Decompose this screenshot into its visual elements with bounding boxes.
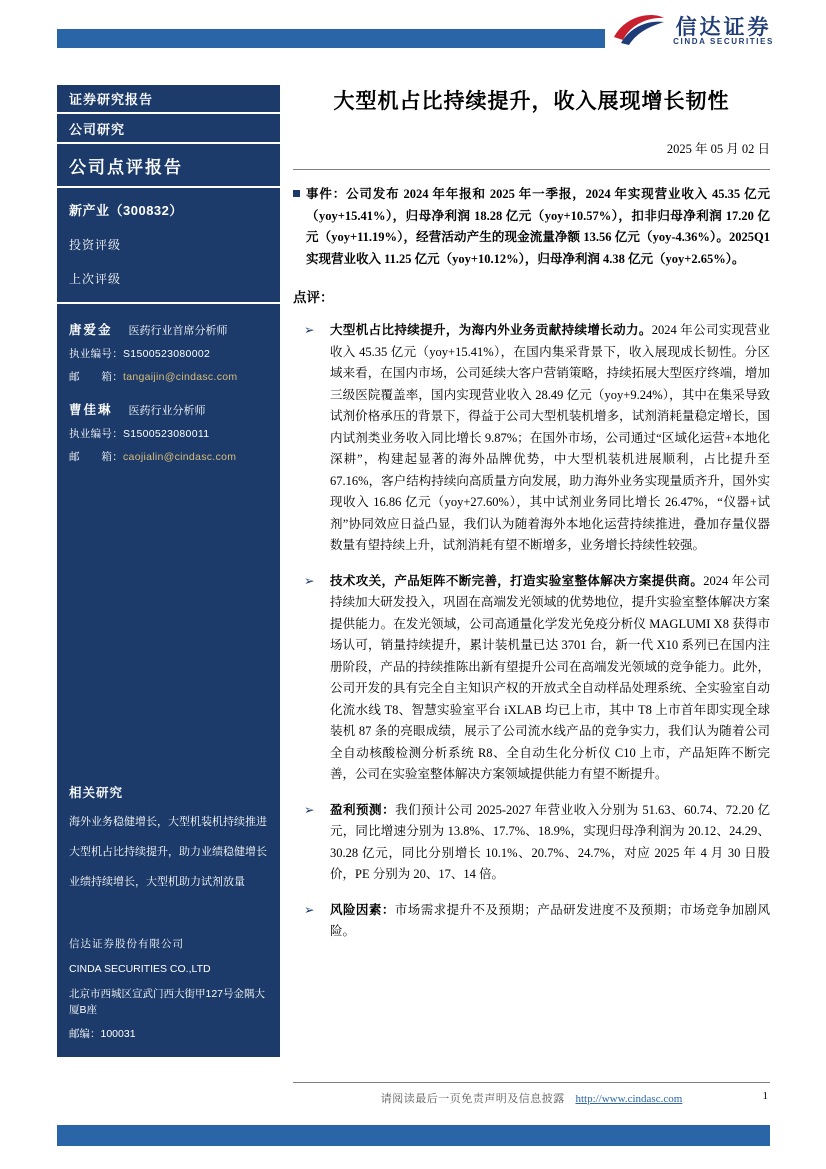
report-kind-label: 公司点评报告: [57, 144, 280, 186]
report-body: [293, 85, 770, 943]
bullet-body: 2024 年公司实现营业收入 45.35 亿元（yoy+15.41%），在国内集采背景下，收入展现成长韧性。分区域来看，在国内市场，公司延续大客户营销策略，持续拓展大型医疗终端，增加三级医院覆盖率，国内实现营业收入 28.49 亿元（yoy+9.24%），其中在集采导致试剂价格承压的背景下，得益于公司大型机装机增多，试剂消耗量稳定增长，国内试剂类业务收入同比增长 9.87%；在国外市场，公司通过“区域化运营+本地化深耕”，构建起显著的海外品牌优势，中大型机装机进展顺利，占比提升至 67.16%，客户结构持续向高质量方向发展，助力海外业务实现量质齐升，国外实现收入 16.86 亿元（yoy+27.60%），其中试剂业务同比增长 26.47%，“仪器+试剂”协同效应日益凸显，我们认为随着海外本地化运营持续推进，叠加存量仪器数量有望持续上升，试剂消耗有望不断增多，业务增长持续性较强。: [330, 323, 770, 552]
analyst-name: 唐爱金: [69, 323, 113, 337]
analyst-name: 曹佳琳: [69, 403, 113, 417]
related-research-item: 业绩持续增长，大型机助力试剂放量: [69, 876, 245, 889]
cinda-swoosh-icon: [612, 12, 666, 51]
logo-wordmark: [673, 16, 774, 46]
company-name-en: CINDA SECURITIES CO.,LTD: [69, 963, 211, 975]
bullet-body: 2024 年公司持续加大研发投入，巩固在高端发光领域的优势地位，提升实验室整体解决方案提供能力。在发光领域，公司高通量化学发光免疫分析仪 MAGLUMI X8 获得市场认可，销量持续提升，累计装机量已达 3701 台，新一代 X10 系列已在国内注册阶段，产品的持续推陈出新有望提升公司在高端发光领域的竞争能力。此外，公司开发的具有完全自主知识产权的开放式全自动样品处理系统、全实验室自动化流水线 T8、智慧实验室平台 iXLAB 均已上市，其中 T8 上市首年即实现全球装机 87 条的亮眼成绩，展示了公司流水线产品的竞争实力，我们认为随着公司全自动核酸检测分析系统 R8、全自动生化分析仪 C10 上市，产品矩阵不断完善，公司在实验室整体解决方案领域提供能力有望不断提升。: [330, 573, 770, 781]
analyst-card: [69, 320, 268, 384]
arrow-bullet-icon: ➢: [304, 323, 315, 337]
related-research-item: 海外业务稳健增长，大型机装机持续推进: [69, 815, 267, 828]
footer-divider: [293, 1082, 770, 1083]
bullet-title: 风险因素：: [330, 902, 395, 917]
analyst-email-line: [69, 369, 268, 384]
sidebar-detail-block: [57, 304, 280, 1057]
header-divider: [293, 169, 770, 170]
bullet-item: [293, 571, 770, 786]
stock-name: 新产业（300832）: [69, 203, 183, 218]
analyst-email: caojialin@cindasc.com: [123, 451, 237, 463]
stock-rating-block: [57, 188, 280, 302]
left-sidebar: [57, 85, 280, 1057]
event-summary: [293, 184, 770, 270]
bullet-item: [293, 900, 770, 943]
prev-rating-label: 上次评级: [69, 272, 122, 286]
email-label: 邮 箱：: [69, 451, 123, 463]
analyst-title: 医药行业分析师: [128, 405, 206, 417]
bullet-text: [330, 800, 770, 886]
event-text: 公司发布 2024 年年报和 2025 年一季报，2024 年实现营业收入 45.35 亿元（yoy+15.41%），归母净利润 18.28 亿元（yoy+10.57%），扣非归母净利润 17.20 亿元（yoy+11.19%），经营活动产生的现金流量净额 13.56 亿元（yoy-4.36%）。2025Q1 实现营业收入 11.25 亿元（yoy+10.12%），归母净利润 4.38 亿元（yoy+2.65%）。: [306, 187, 770, 266]
bullet-text: [330, 571, 770, 786]
bullet-item: [293, 320, 770, 557]
page-number: 1: [762, 1090, 768, 1102]
bullet-text: [330, 320, 770, 557]
cinda-logo: [612, 12, 774, 51]
related-research-title: 相关研究: [69, 785, 124, 800]
report-date: 2025 年 05 月 02 日: [666, 142, 770, 156]
logo-name-cn: 信达证券: [675, 15, 772, 40]
logo-name-en: CINDA SECURITIES: [673, 37, 774, 47]
bullet-title: 技术攻关，产品矩阵不断完善，打造实验室整体解决方案提供商。: [330, 573, 704, 588]
bullet-item: [293, 800, 770, 886]
bullet-text: [330, 900, 770, 943]
page-footer: [293, 1082, 770, 1106]
event-label: 事件：: [306, 187, 347, 201]
top-blue-bar: [57, 29, 605, 48]
report-title: 大型机占比持续提升，收入展现增长韧性: [333, 89, 730, 113]
analyst-license: 执业编号：S1500523080002: [69, 348, 211, 360]
report-category-label: 公司研究: [57, 114, 280, 142]
analyst-license: 执业编号：S1500523080011: [69, 428, 210, 440]
arrow-bullet-icon: ➢: [304, 573, 315, 588]
rating-label: 投资评级: [69, 238, 122, 252]
company-contact-info: [69, 937, 268, 1043]
bullet-body: 市场需求提升不及预期；产品研发进度不及预期；市场竞争加剧风险。: [330, 902, 770, 938]
analyst-email: tangaijin@cindasc.com: [123, 371, 238, 383]
footer-disclaimer: 请阅读最后一页免责声明及信息披露: [380, 1093, 565, 1105]
arrow-bullet-icon: ➢: [304, 802, 315, 817]
bottom-blue-bar: [57, 1125, 770, 1146]
company-name-cn: 信达证券股份有限公司: [69, 938, 184, 951]
email-label: 邮 箱：: [69, 371, 123, 383]
bullet-title: 盈利预测：: [330, 802, 396, 817]
related-research-section: [69, 783, 268, 903]
company-address: 北京市西城区宣武门西大街甲127号金隅大厦B座: [69, 987, 266, 1016]
website-link[interactable]: http://www.cindasc.com: [575, 1093, 683, 1105]
bullet-body: 我们预计公司 2025-2027 年营业收入分别为 51.63、60.74、72.20 亿元，同比增速分别为 13.8%、17.7%、18.9%，实现归母净利润为 20.12、24.29、30.28 亿元，同比分别增长 10.1%、20.7%、24.7%，对应 2025 年 4 月 30 日股价，PE 分别为 20、17、14 倍。: [330, 802, 770, 881]
analyst-title: 医药行业首席分析师: [128, 325, 228, 337]
bullet-title: 大型机占比持续提升，为海内外业务贡献持续增长动力。: [330, 323, 652, 337]
comment-heading: 点评：: [293, 290, 334, 305]
analyst-email-line: [69, 449, 268, 464]
related-research-item: 大型机占比持续提升，助力业绩稳健增长: [69, 845, 267, 858]
report-type-label: 证券研究报告: [57, 85, 280, 112]
analyst-card: [69, 400, 268, 464]
company-postcode: 邮编：100031: [69, 1028, 136, 1041]
sidebar-spacer: [69, 480, 268, 783]
arrow-bullet-icon: ➢: [304, 902, 315, 917]
event-square-bullet-icon: [293, 190, 300, 197]
